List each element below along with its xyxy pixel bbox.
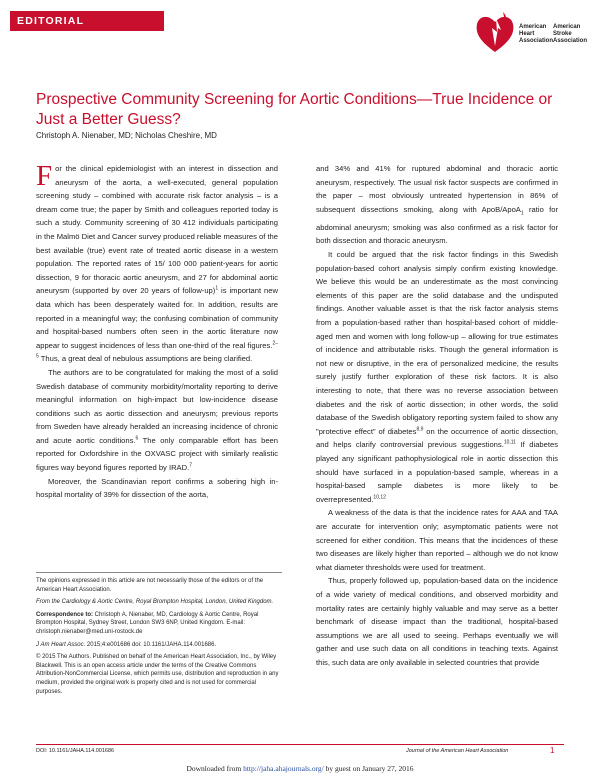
paragraph-7: Thus, properly followed up, population-based data on the incidence of a wide variety of medical conditions, and observed morbidity and mortality rates are certainly highly valuable and may serve as a better benchmark of disease impact than the traditional, hospital-based assumptions we are all used to seeing. Perhaps eventually we will gather and use such data on all conditions in teaching texts. Against this, such data are only available in selected countries that provide [316, 576, 558, 667]
logo-line2-word2: Stroke [553, 31, 572, 37]
article-authors: Christoph A. Nienaber, MD; Nicholas Cheshire, MD [36, 131, 217, 140]
footer-journal: Journal of the American Heart Association [406, 748, 509, 754]
download-link[interactable]: http://jaha.ahajournals.org/ [243, 764, 324, 773]
heart-torch-icon [473, 6, 517, 56]
footnotes [36, 572, 282, 700]
paragraph-3: Moreover, the Scandinavian report confirms a sobering high in-hospital mortality of 39% for dissection of the aorta, [36, 476, 278, 500]
paragraph-1: For the clinical epidemiologist with an interest in dissection and aneurysm of the aorta, a well-executed, general population screening study – combined with accurate risk factor analysis – is a dream come true; the paper by Smith and colleagues reported today is such a study. Community screening of 30 412 individuals participating in the Malmö Diet and Cancer survey produced reliable measures of the best available (true) event rate of treated aortic disease in a western population. The reported rates of 15/ 100 000 patient-years for aortic dissection, 9 for thoracic aortic aneurysm, and 27 for abdominal aortic aneurysm (supported by over 20 years of follow-up)$^1$ is important new data which has been desperately waited for. In addition, results are reported in a meaningful way; the confusing combination of community and hospital-based numbers often seen in the aortic literature now appear to suggest incidences of less than one-third of the real figures.$^{2-5}$ Thus, a great deal of nebulous assumptions are being clarified. [36, 160, 278, 364]
article-type-tag: EDITORIAL [10, 11, 164, 31]
footnote-affiliation: From the Cardiology & Aortic Centre, Royal Brompton Hospital, London, United Kingdom. [36, 599, 274, 606]
logo-line2-word3: Association [553, 38, 588, 44]
footnote-opinion: The opinions expressed in this article are not necessarily those of the editors or of the American Heart Association. [36, 578, 264, 593]
drop-cap: F [36, 160, 53, 192]
footer-doi: DOI: 10.1161/JAHA.114.001686 [36, 748, 115, 754]
aha-asa-logo [473, 6, 588, 56]
paragraph-2: The authors are to be congratulated for making the most of a solid Swedish database of community morbidity/mortality reporting to derive meaningful information on high-impact but low-incidence disease conditions such as aortic dissection and aneurysm; previous reports from Sweden have already heralded an increasing incidence of chronic and acute aortic conditions.$^6$ The only comparable effort has been reported for Oxfordshire in the OXVASC project with similarly realistic figures way beyond figures reported by IRAD.$^7$ [36, 367, 278, 473]
paragraph-6: A weakness of the data is that the incidence rates for AAA and TAA are accurate for intervention only; asymptomatic patients were not screened for either condition. This means that the incidences of these two diseases are likely higher than reported – although we do not know what diameter thresholds were used for treatment. [316, 508, 558, 572]
footnote-correspondence: Correspondence to: Christoph A. Nienaber, MD, Cardiology & Aortic Centre, Royal Brompton Hospital, Sydney Street, London SW3 6NP, United Kingdom. E-mail: christoph.nienaber@med.uni-rostock.de [36, 611, 259, 635]
body-column-right [316, 162, 558, 669]
paragraph-5: It could be argued that the risk factor findings in this Swedish population-based cohort analysis simply confirm existing knowledge. We believe this would be an underestimate as the most convincing elements of this paper are the solid database and the undisputed findings. Another valuable asset is that the risk factor analysis stems from a population-based rather than hospital-based cohort of middle-aged men and women with long follow-up – allowing for true estimates of incidence and attributable risks. Though the general information is not new or disruptive, in the era of personalized medicine, the results surely justify further exploration of these risk factors. It is also interesting to note, that there was no reverse association between diabetes and the risk of aortic dissection; in other words, the solid database of the Swedish obligatory reporting system failed to show any "protective effect" of diabetes$^{8,9}$ on the occurrence of aortic dissection, and helps clarify controversial previous suggestions.$^{10,11}$ If diabetes played any significant pathophysiological role in aortic dissection this should have surfaced in a population-based sample, whereas in a hospital-based sample diabetes is more likely to be overrepresented.$^{10,12}$ [316, 250, 559, 504]
article-title: Prospective Community Screening for Aortic Conditions—True Incidence or Just a Better Guess? [36, 91, 553, 128]
logo-line2-word1: American [553, 24, 581, 30]
body-column-left [36, 162, 278, 502]
page-number: 1 [550, 746, 555, 755]
download-notice: Downloaded from http://jaha.ahajournals.org/ by guest on January 27, 2016 [186, 764, 414, 773]
logo-line1-word3: Association [519, 38, 554, 44]
footer-rule [36, 744, 564, 745]
logo-line1-word2: Heart [519, 31, 535, 37]
footnote-citation: J Am Heart Assoc. 2015;4:e001686 doi: 10.1161/JAHA.114.001686. [36, 641, 217, 648]
logo-line1-word1: American [519, 24, 547, 30]
paragraph-4: and 34% and 41% for ruptured abdominal and thoracic aortic aneurysm, respectively. The usual risk factor suspects are confirmed in the paper – most obviously untreated hypertension in 86% of subsequent dissections smoking, along with ApoB/ApoA$_1$ ratio for abdominal aneurysm; smoking was also confirmed as a risk factor for both dissection and thoracic aneurysm. [316, 164, 558, 246]
footnote-copyright: © 2015 The Authors. Published on behalf of the American Heart Association, Inc., by Wiley Blackwell. This is an open access article under the terms of the Creative Commons Attribution-NonCommercial License, which permits use, distribution and reproduction in any medium, provided the original work is properly cited and is not used for commercial purposes. [36, 654, 279, 695]
